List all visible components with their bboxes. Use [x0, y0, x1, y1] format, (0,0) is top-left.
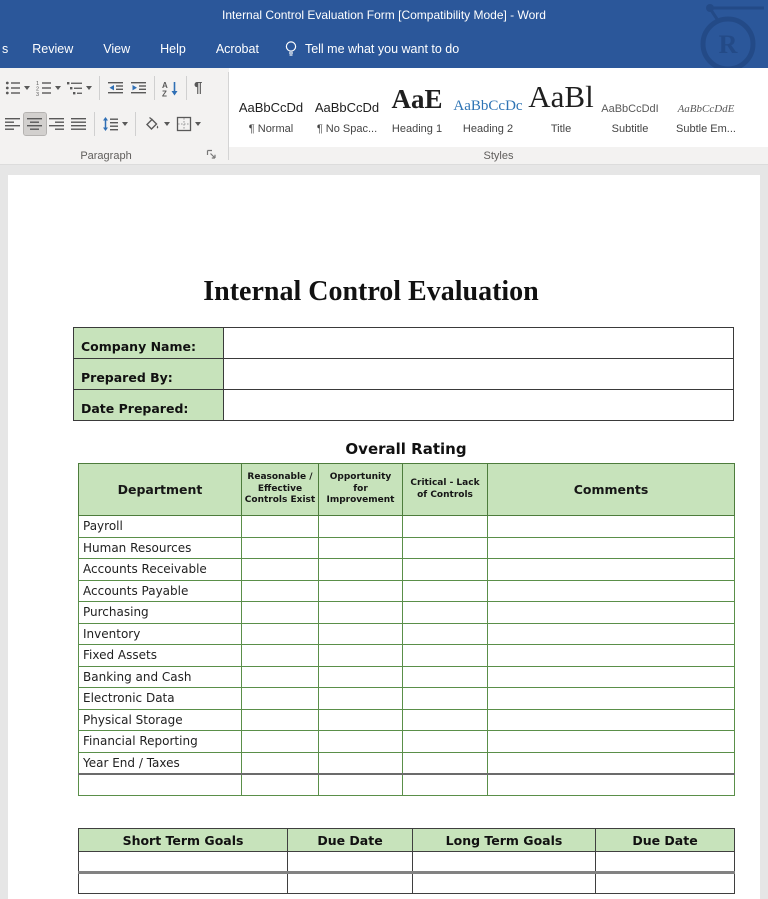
table-row [79, 537, 735, 559]
rating-cell[interactable] [242, 774, 319, 796]
comments-cell[interactable] [488, 559, 735, 581]
column-header-short-term-goals: Short Term Goals [79, 829, 288, 852]
rating-cell[interactable] [242, 580, 319, 602]
prepared-by-value-cell[interactable] [224, 359, 734, 390]
rating-cell[interactable] [242, 516, 319, 538]
style-sample: AaBbCcDc [453, 98, 523, 114]
rating-cell[interactable] [319, 516, 403, 538]
rating-cell[interactable] [242, 602, 319, 624]
table-row [79, 580, 735, 602]
line-spacing-button[interactable] [99, 113, 131, 135]
rating-cell[interactable] [403, 537, 488, 559]
goals-table [78, 828, 735, 894]
dropdown-caret-icon [55, 86, 61, 90]
shading-button[interactable] [140, 113, 173, 135]
ribbon-tab-review[interactable]: Review [32, 42, 74, 56]
styles-gallery [229, 68, 768, 147]
justify-icon [71, 116, 87, 132]
company-name-value-cell[interactable] [224, 328, 734, 359]
style-name: ¶ No Spac... [316, 123, 378, 135]
goal-cell[interactable] [596, 873, 735, 894]
increase-indent-icon [130, 80, 147, 96]
paint-bucket-icon [143, 116, 161, 132]
table-row [74, 390, 734, 421]
table-row [74, 328, 734, 359]
comments-cell[interactable] [488, 645, 735, 667]
svg-text:2: 2 [36, 86, 40, 93]
paragraph-group-label: Paragraph [80, 150, 132, 162]
dropdown-caret-icon [164, 122, 170, 126]
style-sample: AaBbCcDdI [601, 103, 659, 115]
header-row [79, 464, 735, 516]
department-cell: Fixed Assets [79, 645, 242, 667]
tell-me-box[interactable] [274, 40, 469, 58]
column-header-comments: Comments [488, 464, 735, 516]
column-header-reasonable: Reasonable / Effective Controls Exist [242, 464, 319, 516]
style-sample: AaBbCcDd [314, 100, 380, 115]
goal-cell[interactable] [413, 852, 596, 873]
sort-button[interactable] [159, 77, 182, 100]
borders-grid-icon [176, 116, 192, 132]
rating-cell[interactable] [242, 537, 319, 559]
department-cell: Banking and Cash [79, 666, 242, 688]
rating-cell[interactable] [319, 580, 403, 602]
comments-cell[interactable] [488, 666, 735, 688]
department-cell: Accounts Receivable [79, 559, 242, 581]
comments-cell[interactable] [488, 580, 735, 602]
bullet-list-button[interactable] [2, 77, 33, 99]
rating-cell[interactable] [403, 602, 488, 624]
style-subtitle[interactable] [594, 70, 666, 147]
department-cell: Year End / Taxes [79, 752, 242, 774]
department-cell: Accounts Payable [79, 580, 242, 602]
dropdown-caret-icon [24, 86, 30, 90]
align-right-button[interactable] [46, 113, 68, 135]
svg-text:3: 3 [36, 92, 40, 96]
column-header-critical: Critical - Lack of Controls [403, 464, 488, 516]
style-name: Subtitle [611, 123, 649, 135]
rating-cell[interactable] [319, 602, 403, 624]
rating-cell[interactable] [403, 752, 488, 774]
table-row [79, 688, 735, 710]
goal-cell[interactable] [596, 852, 735, 873]
style-normal[interactable] [234, 70, 308, 147]
multilevel-list-button[interactable] [64, 77, 95, 99]
ribbon-tab-view[interactable]: View [103, 42, 131, 56]
table-row [79, 602, 735, 624]
date-prepared-label: Date Prepared: [74, 390, 224, 421]
numbered-list-icon [36, 80, 52, 96]
style-name: Subtle Em... [676, 123, 736, 135]
comments-cell[interactable] [488, 688, 735, 710]
table-row [79, 752, 735, 774]
svg-text:Z: Z [162, 89, 167, 97]
goal-cell[interactable] [288, 873, 413, 894]
rating-cell[interactable] [242, 666, 319, 688]
rating-cell[interactable] [319, 709, 403, 731]
rating-cell[interactable] [403, 645, 488, 667]
rating-cell[interactable] [242, 709, 319, 731]
comments-cell[interactable] [488, 537, 735, 559]
rating-cell[interactable] [319, 688, 403, 710]
comments-cell[interactable] [488, 709, 735, 731]
column-header-due-date-1: Due Date [288, 829, 413, 852]
rating-cell[interactable] [319, 645, 403, 667]
bullet-list-icon [5, 80, 21, 96]
lightbulb-icon [284, 40, 298, 58]
decrease-indent-icon [107, 80, 124, 96]
style-name: Heading 1 [391, 123, 443, 135]
align-center-icon [27, 116, 43, 132]
ribbon [0, 68, 768, 165]
rating-cell[interactable] [319, 559, 403, 581]
header-row [79, 829, 735, 852]
align-right-icon [49, 116, 65, 132]
style-sample: AaBl [528, 79, 594, 114]
separator [135, 112, 136, 136]
document-heading: Internal Control Evaluation [203, 276, 539, 307]
comments-cell[interactable] [488, 516, 735, 538]
rating-cell[interactable] [403, 688, 488, 710]
pilcrow-icon: ¶ [194, 79, 203, 96]
rating-cell[interactable] [403, 666, 488, 688]
separator [154, 76, 155, 100]
rating-cell[interactable] [242, 559, 319, 581]
styles-group [229, 68, 768, 164]
company-name-label: Company Name: [74, 328, 224, 359]
goal-cell[interactable] [288, 852, 413, 873]
department-cell: Electronic Data [79, 688, 242, 710]
rating-cell[interactable] [403, 623, 488, 645]
style-name: ¶ Normal [248, 123, 294, 135]
department-cell: Inventory [79, 623, 242, 645]
app-header [0, 0, 768, 68]
table-row [79, 731, 735, 753]
align-left-icon [5, 116, 21, 132]
column-header-long-term-goals: Long Term Goals [413, 829, 596, 852]
prepared-by-label: Prepared By: [74, 359, 224, 390]
table-row [79, 873, 735, 894]
table-row [79, 623, 735, 645]
rating-cell[interactable] [403, 774, 488, 796]
company-info-table [73, 327, 734, 421]
rating-cell[interactable] [242, 731, 319, 753]
justify-button[interactable] [68, 113, 90, 135]
rating-cell[interactable] [242, 623, 319, 645]
align-center-button[interactable] [24, 113, 46, 135]
dropdown-caret-icon [195, 122, 201, 126]
dropdown-caret-icon [122, 122, 128, 126]
style-sample: AaBbCcDd [238, 100, 304, 115]
dropdown-caret-icon [86, 86, 92, 90]
rating-cell[interactable] [403, 516, 488, 538]
comments-cell[interactable] [488, 774, 735, 796]
rating-cell[interactable] [319, 752, 403, 774]
goal-cell[interactable] [79, 873, 288, 894]
comments-cell[interactable] [488, 731, 735, 753]
style-heading1[interactable] [386, 70, 448, 147]
department-cell: Payroll [79, 516, 242, 538]
style-title[interactable] [528, 70, 594, 147]
rating-cell[interactable] [403, 731, 488, 753]
separator [186, 76, 187, 100]
style-no-spacing[interactable] [308, 70, 386, 147]
comments-cell[interactable] [488, 752, 735, 774]
department-cell: Human Resources [79, 537, 242, 559]
rating-cell[interactable] [242, 645, 319, 667]
table-row [79, 559, 735, 581]
style-name: Heading 2 [462, 123, 514, 135]
separator [99, 76, 100, 100]
goal-cell[interactable] [79, 852, 288, 873]
department-cell: Physical Storage [79, 709, 242, 731]
table-row [74, 359, 734, 390]
line-spacing-icon [102, 116, 119, 132]
overall-rating-heading: Overall Rating [345, 440, 467, 458]
paragraph-dialog-launcher-icon[interactable] [206, 149, 217, 160]
decrease-indent-button[interactable] [104, 77, 127, 99]
align-left-button[interactable] [2, 113, 24, 135]
department-cell: Purchasing [79, 602, 242, 624]
column-header-due-date-2: Due Date [596, 829, 735, 852]
rating-cell[interactable] [319, 623, 403, 645]
menu-bar [0, 30, 768, 68]
style-subtle-emphasis[interactable] [666, 70, 746, 147]
svg-text:R: R [718, 30, 738, 59]
ribbon-tab-partial[interactable]: s [2, 42, 9, 56]
comments-cell[interactable] [488, 623, 735, 645]
sort-az-icon [162, 80, 179, 97]
column-header-department: Department [79, 464, 242, 516]
department-cell [79, 774, 242, 796]
rating-cell[interactable] [242, 688, 319, 710]
table-row [79, 774, 735, 796]
styles-group-label: Styles [483, 150, 514, 162]
goal-cell[interactable] [413, 873, 596, 894]
rating-cell[interactable] [403, 559, 488, 581]
svg-text:A: A [162, 80, 168, 90]
department-cell: Financial Reporting [79, 731, 242, 753]
style-heading2[interactable] [448, 70, 528, 147]
rating-cell[interactable] [319, 731, 403, 753]
style-sample: AaBbCcDdE [677, 103, 735, 115]
numbered-list-button[interactable] [33, 77, 64, 99]
table-row [79, 645, 735, 667]
rating-cell[interactable] [319, 666, 403, 688]
column-header-opportunity: Opportunity for Improvement [319, 464, 403, 516]
table-row [79, 852, 735, 873]
document-page[interactable] [8, 175, 760, 899]
rating-cell[interactable] [403, 580, 488, 602]
borders-button[interactable] [173, 113, 204, 135]
style-name: Title [550, 123, 572, 135]
window-title: Internal Control Evaluation Form [Compatibility Mode] - Word [222, 8, 546, 22]
table-row [79, 709, 735, 731]
date-prepared-value-cell[interactable] [224, 390, 734, 421]
table-row [79, 666, 735, 688]
increase-indent-button[interactable] [127, 77, 150, 99]
ribbon-tab-acrobat[interactable]: Acrobat [215, 42, 259, 56]
separator [94, 112, 95, 136]
rating-cell[interactable] [403, 709, 488, 731]
paragraph-group [0, 68, 228, 164]
rating-cell[interactable] [242, 752, 319, 774]
multilevel-list-icon [67, 80, 83, 96]
rating-cell[interactable] [319, 537, 403, 559]
style-sample: AaE [391, 84, 443, 114]
show-formatting-button[interactable] [191, 77, 205, 99]
svg-text:1: 1 [36, 81, 40, 87]
comments-cell[interactable] [488, 602, 735, 624]
ribbon-tab-help[interactable]: Help [160, 42, 186, 56]
table-row [79, 516, 735, 538]
tell-me-label: Tell me what you want to do [304, 42, 460, 56]
rating-cell[interactable] [319, 774, 403, 796]
overall-rating-table [78, 463, 735, 796]
